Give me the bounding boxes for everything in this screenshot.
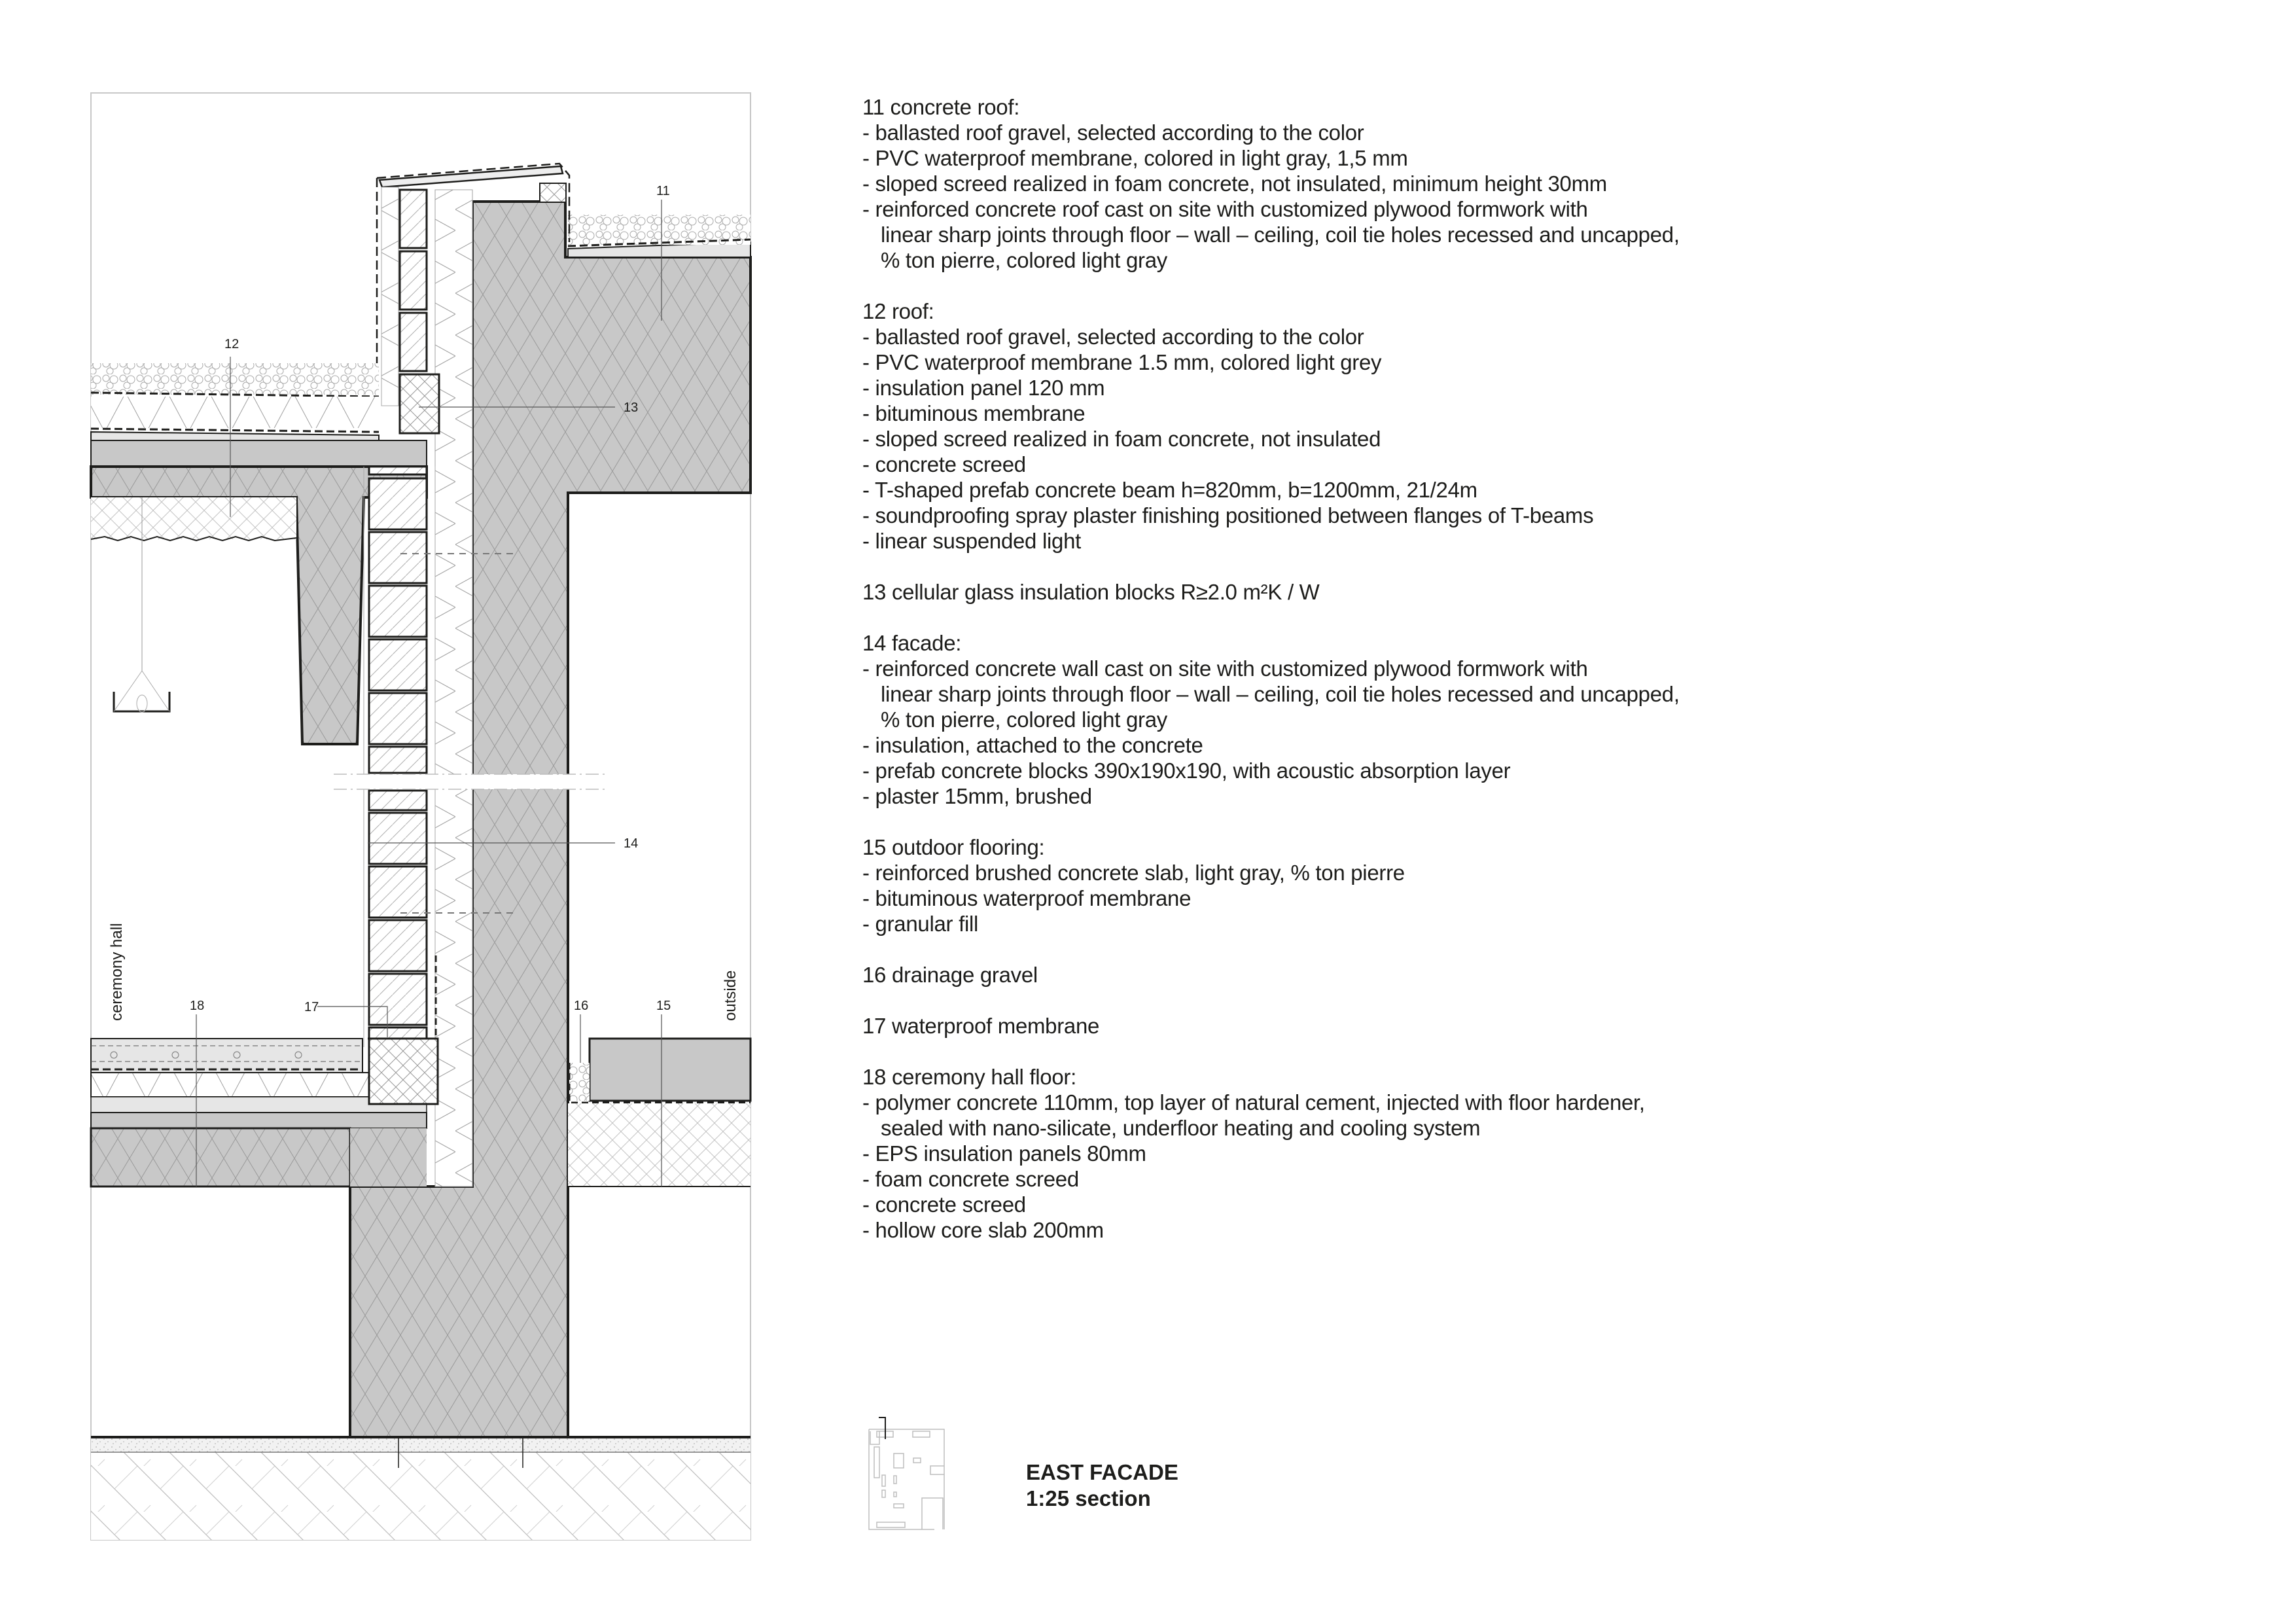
note-title: 12 roof: xyxy=(862,299,934,323)
note-item: - T-shaped prefab concrete beam h=820mm, b=1200mm, 21/24m xyxy=(862,478,1477,502)
note-title: 15 outdoor flooring: xyxy=(862,835,1045,859)
soil-layers xyxy=(91,1437,751,1540)
note-group xyxy=(862,1013,1778,1039)
note-title: 13 cellular glass insulation blocks R≥2.0 m²K / W xyxy=(862,580,1320,604)
note-item: % ton pierre, colored light gray xyxy=(881,248,1167,272)
note-group xyxy=(862,298,1778,554)
note-item: - reinforced concrete wall cast on site with customized plywood formwork with xyxy=(862,656,1588,681)
note-title: 18 ceremony hall floor: xyxy=(862,1065,1076,1089)
drainage-gravel-16 xyxy=(569,1063,590,1101)
parapet-blocks xyxy=(400,190,427,371)
note-item: - concrete screed xyxy=(862,1192,1026,1217)
note-title: 14 facade: xyxy=(862,631,962,655)
note-item: - granular fill xyxy=(862,912,979,936)
callout-14: 14 xyxy=(624,836,639,851)
note-item: - linear suspended light xyxy=(862,529,1082,553)
room-label-outside: outside xyxy=(722,970,739,1021)
note-item: - ballasted roof gravel, selected according to the color xyxy=(862,325,1364,349)
note-item: - bituminous membrane xyxy=(862,401,1086,425)
note-item: - ballasted roof gravel, selected according to the color xyxy=(862,120,1364,145)
note-item: - insulation, attached to the concrete xyxy=(862,733,1203,757)
callout-11: 11 xyxy=(656,184,670,198)
note-group xyxy=(862,1064,1778,1243)
note-group xyxy=(862,579,1778,605)
note-item: - concrete screed xyxy=(862,452,1026,476)
note-item: - PVC waterproof membrane 1.5 mm, colored light grey xyxy=(862,350,1382,374)
room-label-ceremony-hall: ceremony hall xyxy=(108,923,126,1021)
note-group xyxy=(862,962,1778,988)
drawing-title: EAST FACADE xyxy=(1026,1460,1178,1484)
note-item: linear sharp joints through floor – wall – ceiling, coil tie holes recessed and uncapped, xyxy=(881,223,1680,247)
callout-15: 15 xyxy=(656,999,671,1013)
note-group xyxy=(862,94,1778,273)
note-item: - soundproofing spray plaster finishing positioned between flanges of T-beams xyxy=(862,503,1594,527)
note-item: - plaster 15mm, brushed xyxy=(862,784,1092,808)
note-item: - insulation panel 120 mm xyxy=(862,376,1105,400)
callout-12: 12 xyxy=(224,337,239,351)
base-glass-block xyxy=(369,1039,438,1104)
break-line xyxy=(334,774,609,789)
note-item: % ton pierre, colored light gray xyxy=(881,707,1167,732)
note-title: 16 drainage gravel xyxy=(862,963,1038,987)
callout-17: 17 xyxy=(304,1000,319,1014)
note-item: - EPS insulation panels 80mm xyxy=(862,1141,1146,1166)
callout-18: 18 xyxy=(190,999,205,1013)
outdoor-flooring-15 xyxy=(568,1039,751,1186)
note-item: - hollow core slab 200mm xyxy=(862,1218,1104,1242)
callout-16: 16 xyxy=(574,999,589,1013)
key-plan xyxy=(869,1429,944,1529)
note-item: - reinforced concrete roof cast on site with customized plywood formwork with xyxy=(862,197,1588,221)
title-block xyxy=(1026,1459,1178,1512)
cellular-glass-block-13 xyxy=(400,374,439,433)
note-item: sealed with nano-silicate, underfloor heating and cooling system xyxy=(881,1116,1481,1140)
facade-blocks xyxy=(369,467,427,1052)
note-group xyxy=(862,630,1778,809)
note-item: - sloped screed realized in foam concrete, not insulated, minimum height 30mm xyxy=(862,171,1607,196)
callout-13: 13 xyxy=(624,401,639,415)
note-item: - sloped screed realized in foam concrete, not insulated xyxy=(862,427,1381,451)
drawing-scale: 1:25 section xyxy=(1026,1486,1151,1510)
note-item: - foam concrete screed xyxy=(862,1167,1079,1191)
note-title: 17 waterproof membrane xyxy=(862,1014,1100,1038)
note-item: - prefab concrete blocks 390x190x190, with acoustic absorption layer xyxy=(862,758,1511,783)
note-item: - reinforced brushed concrete slab, light gray, % ton pierre xyxy=(862,861,1405,885)
note-item: linear sharp joints through floor – wall – ceiling, coil tie holes recessed and uncapped, xyxy=(881,682,1680,706)
note-item: - bituminous waterproof membrane xyxy=(862,886,1192,910)
note-title: 11 concrete roof: xyxy=(862,95,1020,119)
specification-notes xyxy=(862,94,1778,1268)
note-item: - PVC waterproof membrane, colored in light gray, 1,5 mm xyxy=(862,146,1408,170)
note-group xyxy=(862,834,1778,936)
note-item: - polymer concrete 110mm, top layer of natural cement, injected with floor hardener, xyxy=(862,1090,1645,1115)
